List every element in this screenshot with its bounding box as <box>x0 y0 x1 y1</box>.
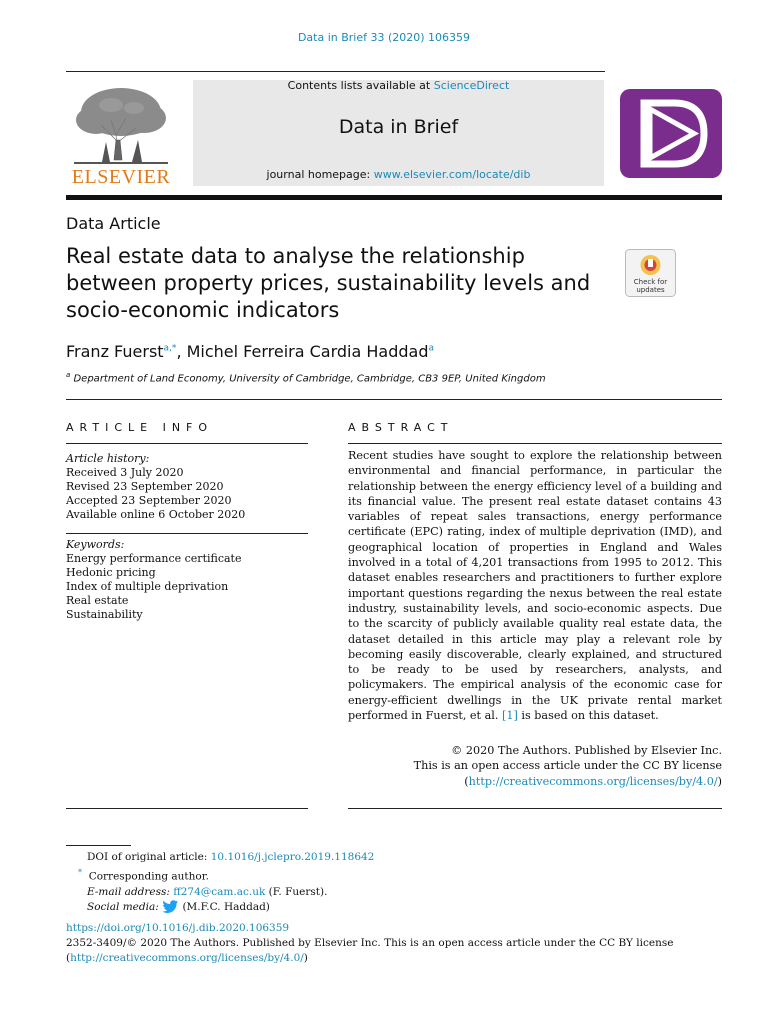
affiliation-marker: a <box>66 371 71 379</box>
affiliation-rule <box>66 399 722 400</box>
footnote-rule <box>66 845 131 846</box>
article-title: Real estate data to analyse the relationship between property prices, sustainability levels and socio-economic indicators <box>66 244 591 322</box>
abstract-rule <box>348 443 722 444</box>
contents-line <box>193 79 604 92</box>
history-rule <box>66 533 308 534</box>
doi-block <box>66 921 722 966</box>
affiliation <box>66 371 546 384</box>
history-label: Article history: <box>66 452 150 465</box>
article-type: Data Article <box>66 214 161 233</box>
keyword-item: Index of multiple deprivation <box>66 580 229 593</box>
left-column-bottom-rule <box>66 808 308 809</box>
abstract-heading: ABSTRACT <box>348 421 454 434</box>
homepage-line <box>193 168 604 181</box>
footer-license-link[interactable]: http://creativecommons.org/licenses/by/4.0/ <box>70 952 304 964</box>
accepted-date: Accepted 23 September 2020 <box>66 494 232 507</box>
twitter-icon[interactable] <box>162 900 179 914</box>
article-history <box>66 452 308 522</box>
keyword-item: Sustainability <box>66 608 143 621</box>
homepage-prefix: journal homepage: <box>266 168 374 181</box>
article-info-heading: ARTICLE INFO <box>66 421 214 434</box>
right-column-bottom-rule <box>348 808 722 809</box>
doi-original-link[interactable]: 10.1016/j.jclepro.2019.118642 <box>210 851 375 863</box>
article-doi-link[interactable]: https://doi.org/10.1016/j.dib.2020.106359 <box>66 922 290 934</box>
abstract-text: Recent studies have sought to explore the relationship between environmental and financial performance, in particular the relationship between the energy efficiency level of a building and its financial value. The present real estate dataset contains 43 variables of repeat sales transactions, energy performance certificate (EPC) rating, index of multiple deprivation (IMD), and geographical location of properties in England and Wales involved in a total of 4,201 transactions from 1995 to 2012. This dataset enables researchers and practitioners to further explore important questions regarding the nexus between the real estate industry, sustainability levels, and socio-economic aspects. Due to the scarcity of publicly available quality real estate data, the dataset detailed in this article may play a relevant role by becoming easily discoverable, clearly explained, and structured to be ready to be used by researchers, analysts, and policymakers. The empirical analysis of the economic case for energy-efficient dwellings in the UK private rental market performed in Fuerst, et al. <box>348 449 722 723</box>
author-haddad-affil[interactable]: a <box>428 343 435 354</box>
email-link[interactable]: ff274@cam.ac.uk <box>173 885 266 898</box>
keywords-block <box>66 538 308 622</box>
check-updates-line1: Check for <box>633 278 668 286</box>
keywords-label: Keywords: <box>66 538 125 551</box>
doi-original-line: DOI of original article: 10.1016/j.jclepro.2019.118642 <box>87 851 375 863</box>
social-line: Social media: (M.F.C. Haddad) <box>87 900 270 913</box>
abstract-copyright <box>348 743 722 789</box>
issn-license-line: 2352-3409/© 2020 The Authors. Published by Elsevier Inc. This is an open access article under the CC BY license <box>66 937 674 949</box>
journal-title: Data in Brief <box>338 116 459 138</box>
license-url-line: (http://creativecommons.org/licenses/by/4.0/) <box>66 952 308 964</box>
author-fuerst-affil[interactable]: a,* <box>163 343 177 354</box>
keyword-item: Hedonic pricing <box>66 566 156 579</box>
author-fuerst: Franz Fuerst <box>66 342 164 361</box>
keyword-item: Energy performance certificate <box>66 552 242 565</box>
sciencedirect-link[interactable]: ScienceDirect <box>433 79 510 92</box>
author-haddad: Michel Ferreira Cardia Haddad <box>186 342 429 361</box>
contents-prefix: Contents lists available at <box>287 79 434 92</box>
author-separator: , <box>176 342 187 361</box>
article-info-rule <box>66 443 308 444</box>
affiliation-text: Department of Land Economy, University of Cambridge, Cambridge, CB3 9EP, United Kingdom <box>73 373 546 385</box>
license-url-line: (http://creativecommons.org/licenses/by/4.0/) <box>464 774 722 788</box>
check-updates-line2: updates <box>636 286 665 294</box>
keyword-item: Real estate <box>66 594 129 607</box>
authors-line <box>66 342 434 361</box>
journal-homepage-link[interactable]: www.elsevier.com/locate/dib <box>373 168 531 181</box>
header-thick-rule <box>66 195 722 200</box>
copyright-line: © 2020 The Authors. Published by Elsevier Inc. <box>451 744 722 757</box>
corresponding-line: * Corresponding author. <box>78 868 209 883</box>
license-link[interactable]: http://creativecommons.org/licenses/by/4.0/ <box>468 774 718 788</box>
reference-link[interactable]: [1] <box>501 709 518 723</box>
revised-date: Revised 23 September 2020 <box>66 480 224 493</box>
data-in-brief-logo-icon <box>620 89 722 178</box>
abstract-text-end: is based on this dataset. <box>517 709 659 723</box>
footnotes <box>66 850 722 915</box>
email-line: E-mail address: ff274@cam.ac.uk (F. Fuerst). <box>87 885 328 898</box>
check-for-updates-button[interactable] <box>625 249 676 297</box>
received-date: Received 3 July 2020 <box>66 466 184 479</box>
online-date: Available online 6 October 2020 <box>66 508 246 521</box>
running-head[interactable]: Data in Brief 33 (2020) 106359 <box>297 31 471 44</box>
abstract-body <box>348 448 722 723</box>
top-rule <box>66 71 605 72</box>
license-line: This is an open access article under the CC BY license <box>413 759 722 773</box>
elsevier-wordmark: ELSEVIER <box>71 166 171 188</box>
